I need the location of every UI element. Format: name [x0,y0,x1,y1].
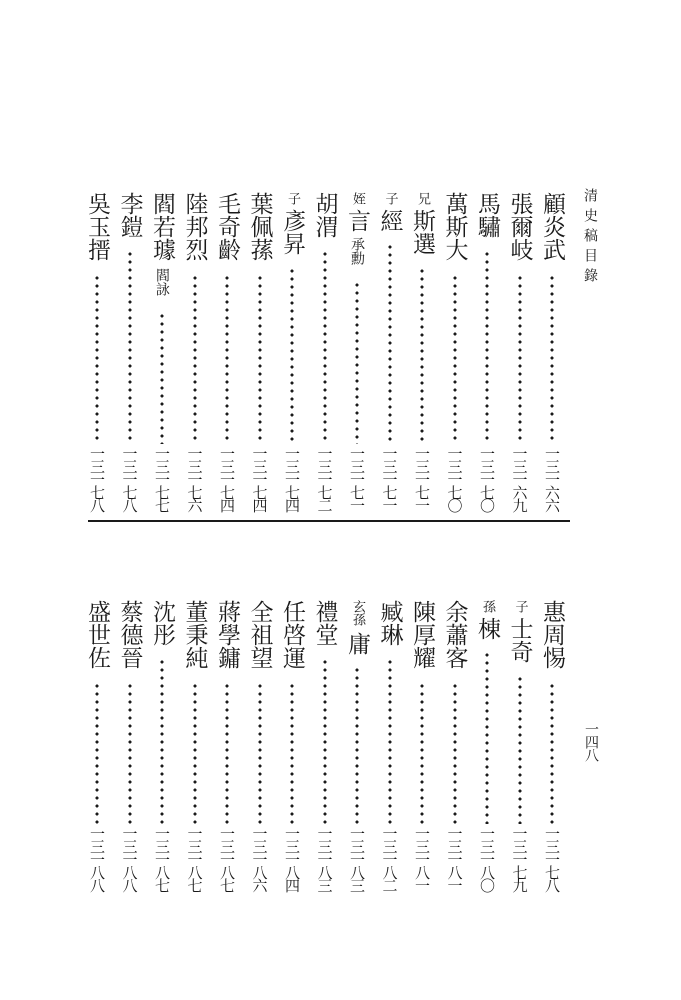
entry-page: 一三一七七 [153,446,171,511]
entry-name: 臧琳 [376,600,403,646]
entry-page: 一三一七八 [88,446,106,511]
entry-page: 一三一七〇 [478,446,496,511]
entry-page: 一三一八〇 [478,826,496,891]
entry-name: 毛奇齡 [214,192,240,261]
toc-entry [311,0,339,1000]
entry-page: 一三一八二 [380,826,399,891]
toc-entry [278,0,306,1000]
entry-name: 馬驌 [474,192,500,238]
entry-name: 胡渭 [311,192,338,238]
entry-page: 一三一七四 [283,446,301,511]
entry-name: 蔡德晉 [116,600,143,669]
toc-entry [246,0,274,1000]
entry-page: 一三一七四 [218,446,236,511]
entry-name: 閻若璩 [149,192,175,261]
dot-leader [160,658,164,824]
dot-leader [258,682,262,824]
entry-name: 陳厚耀 [409,600,435,669]
toc-entry [441,0,469,1000]
entry-page: 一三一七八 [543,826,561,891]
entry-page: 一三一八八 [120,826,139,891]
toc-entry [408,0,436,1000]
dot-leader [485,651,489,824]
toc-entry [376,0,404,1000]
entry-name: 斯選 [409,209,435,255]
relation-prefix: 子 [382,192,398,205]
entry-name: 任啓運 [279,600,305,669]
toc-entry [213,0,241,1000]
entry-name: 葉佩蓀 [246,192,273,261]
entry-page: 一三一七一 [348,446,366,511]
entry-name: 彥昇 [279,209,305,255]
entry-name: 李鎧 [116,192,143,238]
entry-name: 蔣學鏞 [214,600,240,669]
entry-note: 承勳 [349,237,365,265]
entry-name: 士奇 [506,617,533,663]
entry-page: 一三一七一 [380,446,399,511]
entry-name: 惠周惕 [539,600,565,669]
dot-leader [128,682,132,824]
entry-name: 董秉純 [181,600,208,669]
toc-entry [473,0,501,1000]
toc-entry [538,0,566,1000]
page-title: 清史稿目錄 [582,188,598,288]
dot-leader [225,682,229,824]
toc-entry [83,0,111,1000]
entry-name: 余蕭客 [441,600,468,669]
relation-prefix: 孫 [480,600,495,613]
entry-page: 一三一八一 [413,826,431,891]
entry-name: 經 [376,209,403,232]
entry-name: 全祖望 [246,600,273,669]
entry-name: 顧炎武 [539,192,565,261]
entry-name: 張爾岐 [506,192,533,261]
relation-prefix: 子 [512,600,528,613]
entry-page: 一三一八三 [315,826,334,891]
entry-name: 萬斯大 [441,192,468,261]
toc-entry [148,0,176,1000]
dot-leader [420,682,424,824]
entry-page: 一三一七一 [413,446,431,511]
entry-page: 一三一七六 [185,446,204,511]
entry-name: 盛世佐 [84,600,110,669]
dot-leader [550,682,554,824]
entry-name: 陸邦烈 [181,192,208,261]
toc-entry [506,0,534,1000]
dot-leader [355,666,359,824]
toc-entry [343,0,371,1000]
entry-page: 一三一八一 [445,826,464,891]
relation-prefix: 姪 [350,192,365,205]
entry-page: 一三一八七 [153,826,171,891]
entry-page: 一三一八七 [218,826,236,891]
entry-name: 吳玉搢 [84,192,110,261]
entry-page: 一三一八三 [348,826,366,891]
entry-name: 言 [344,209,370,232]
dot-leader [290,682,294,824]
entry-page: 一三一七八 [120,446,139,511]
dot-leader [193,682,197,824]
dot-leader [95,682,99,824]
relation-prefix: 子 [285,192,300,205]
entry-page: 一三一六六 [543,446,561,511]
entry-note: 閻詠 [154,268,170,296]
entry-page: 一三一七九 [510,826,529,891]
entry-name: 庸 [344,632,370,655]
relation-prefix: 兄 [415,192,430,205]
entry-name: 沈彤 [149,600,175,646]
entry-page: 一三一七四 [250,446,269,511]
entry-name: 禮堂 [311,600,338,646]
entry-page: 一三一八四 [283,826,301,891]
entry-page: 一三一七二 [315,446,334,511]
dot-leader [323,658,327,824]
dot-leader [388,658,392,824]
toc-entry [181,0,209,1000]
entry-name: 棟 [474,617,500,640]
dot-leader [453,682,457,824]
relation-prefix: 玄孫 [350,600,365,626]
entry-page: 一三一八七 [185,826,204,891]
toc-entry [116,0,144,1000]
entry-page: 一三一七〇 [445,446,464,511]
dot-leader [518,675,522,824]
entry-page: 一三一八八 [88,826,106,891]
entry-page: 一三一八六 [250,826,269,891]
entry-page: 一三一六九 [510,446,529,511]
page-number: 一四八 [583,722,599,761]
